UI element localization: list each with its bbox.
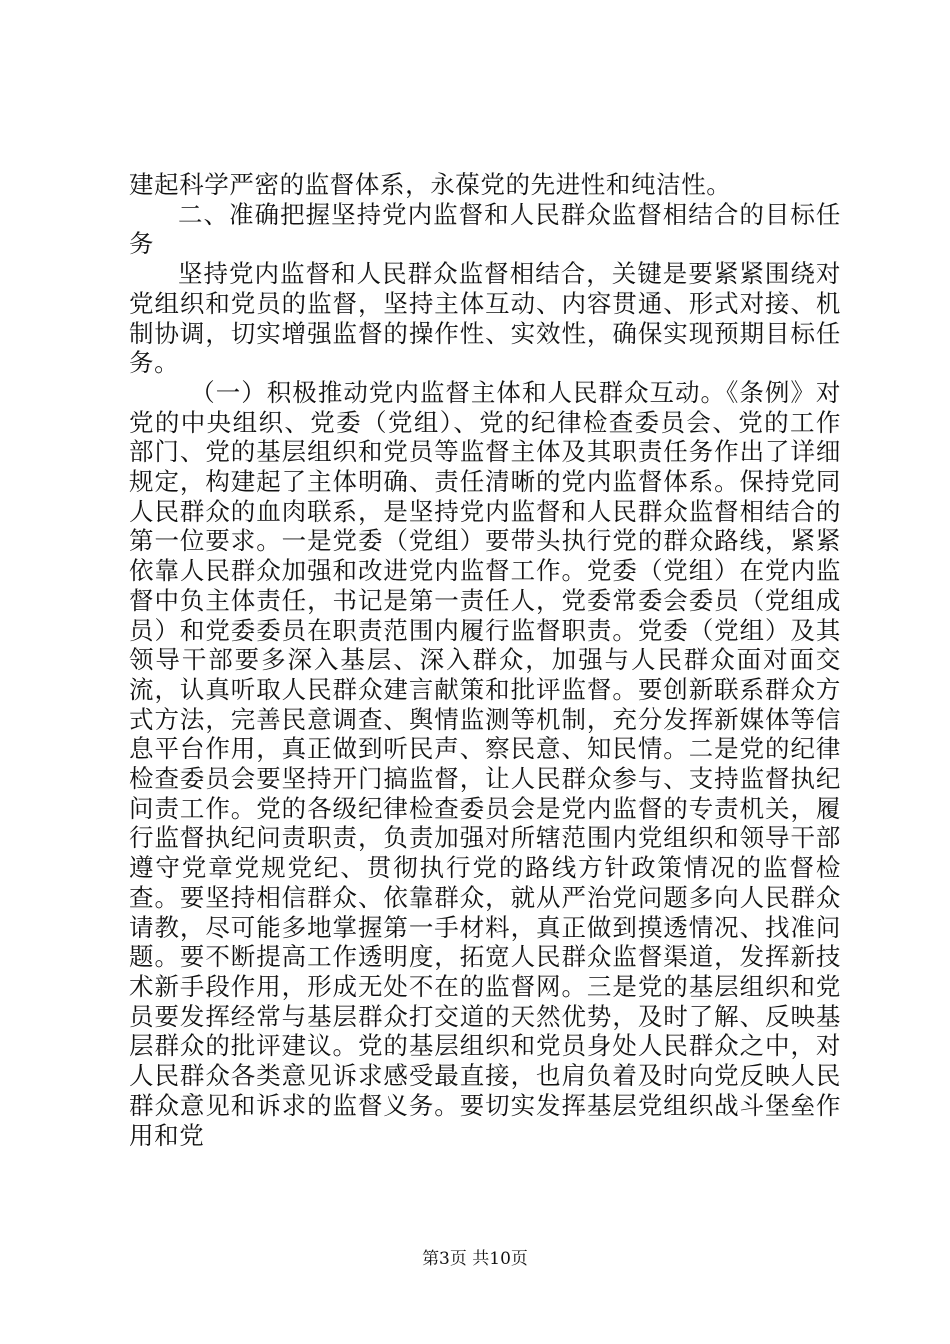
- paragraph-continuation: 建起科学严密的监督体系，永葆党的先进性和纯洁性。: [129, 170, 732, 199]
- paragraph-subsection-1: （一）积极推动党内监督主体和人民群众互动。《条例》对党的中央组织、党委（党组）、党的纪律检查委员会、党的工作部门、党的基层组织和党员等监督主体及其职责任务作出了详细规定，构建起了主体明确、责任清晰的党内监督体系。保持党同人民群众的血肉联系，是坚持党内监督和人民群众监督相结合的第一位要求。一是党委（党组）要带头执行党的群众路线，紧紧依靠人民群众加强和改进党内监督工作。党委（党组）在党内监督中负主体责任，书记是第一责任人，党委常委会委员（党组成员）和党委委员在职责范围内履行监督职责。党委（党组）及其领导干部要多深入基层、深入群众，加强与人民群众面对面交流，认真听取人民群众建言献策和批评监督。要创新联系群众方式方法，完善民意调查、舆情监测等机制，充分发挥新媒体等信息平台作用，真正做到听民声、察民意、知民情。二是党的纪律检查委员会要坚持开门搞监督，让人民群众参与、支持监督执纪问责工作。党的各级纪律检查委员会是党内监督的专责机关，履行监督执纪问责职责，负责加强对所辖范围内党组织和领导干部遵守党章党规党纪、贯彻执行党的路线方针政策情况的监督检查。要坚持相信群众、依靠群众，就从严治党问题多向人民群众请教，尽可能多地掌握第一手材料，真正做到摸透情况、找准问题。要不断提高工作透明度，拓宽人民群众监督渠道，发挥新技术新手段作用，形成无处不在的监督网。三是党的基层组织和党员要发挥经常与基层群众打交道的天然优势，及时了解、反映基层群众的批评建议。党的基层组织和党员身处人民群众之中，对人民群众各类意见诉求感受最直接，也肩负着及时向党反映人民群众意见和诉求的监督义务。要切实发挥基层党组织战斗堡垒作用和党: [129, 377, 841, 1150]
- document-body: [129, 170, 841, 1150]
- paragraph-intro: 坚持党内监督和人民群众监督相结合，关键是要紧紧围绕对党组织和党员的监督，坚持主体互动、内容贯通、形式对接、机制协调，切实增强监督的操作性、实效性，确保实现预期目标任务。: [129, 259, 841, 378]
- section-heading: 二、准确把握坚持党内监督和人民群众监督相结合的目标任务: [129, 199, 841, 259]
- page-number-footer: 第3页 共10页: [422, 1249, 528, 1269]
